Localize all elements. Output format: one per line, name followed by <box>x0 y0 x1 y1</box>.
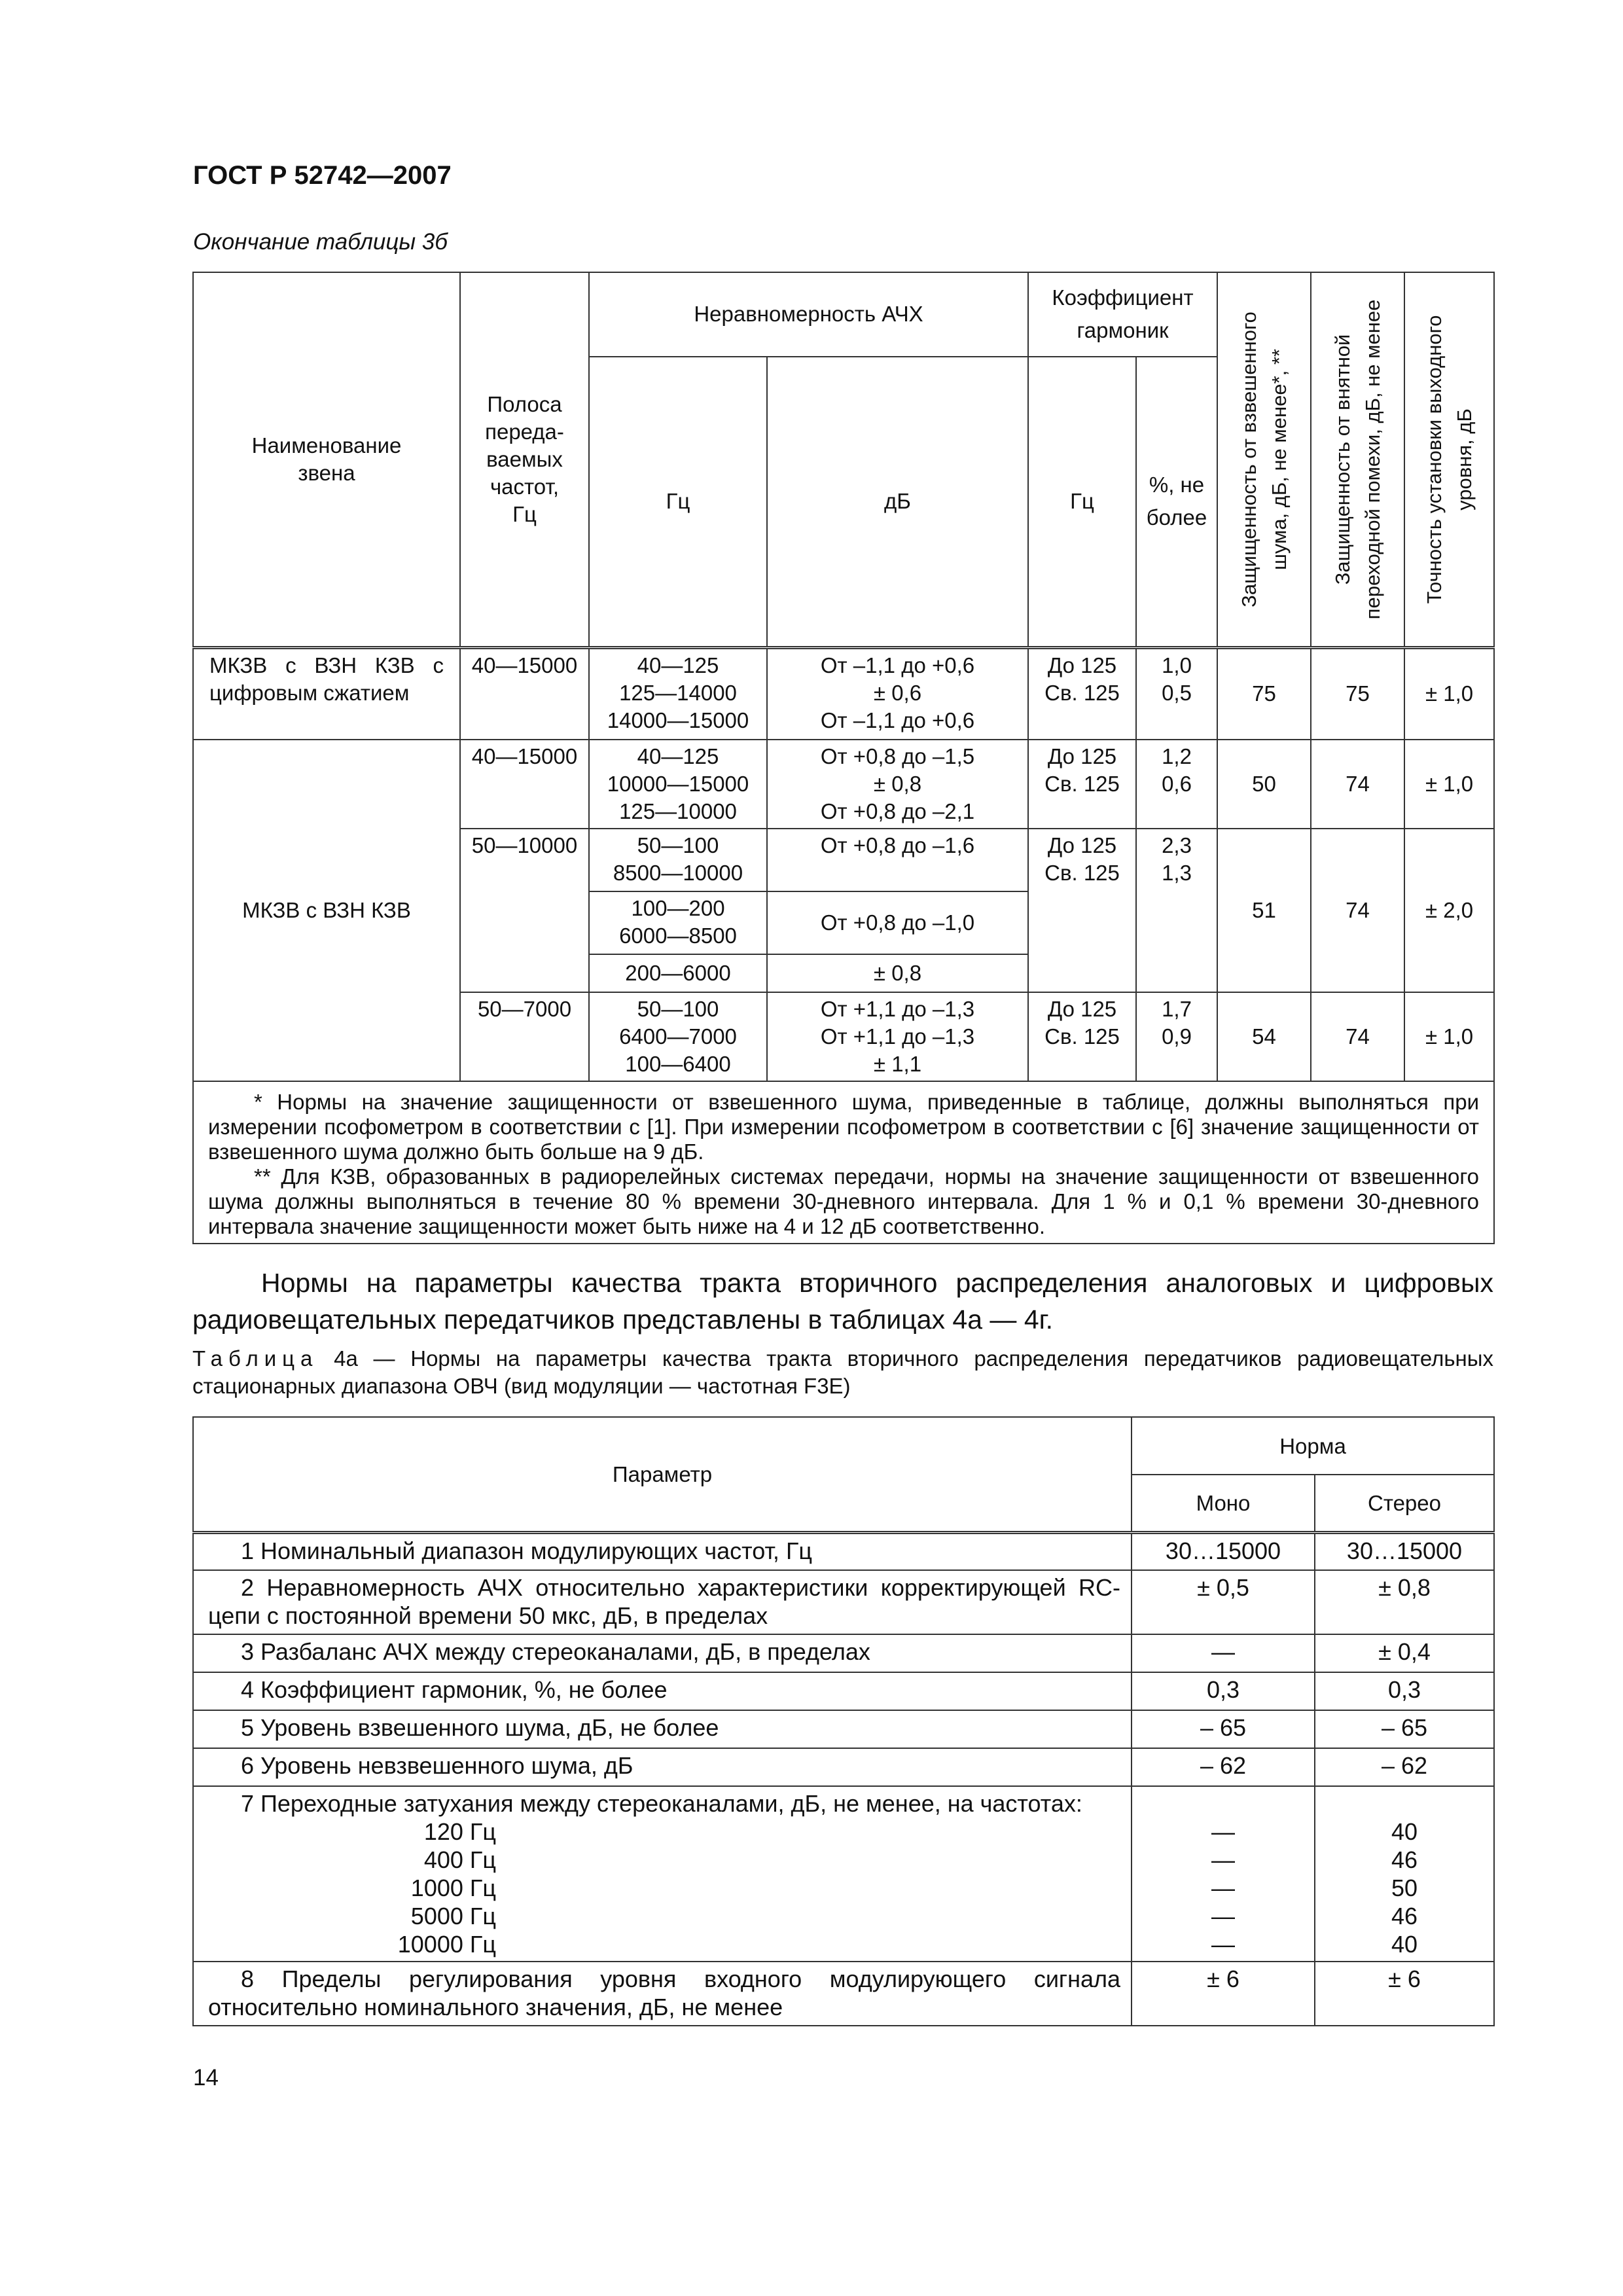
header-achx-hz: Гц <box>589 357 767 648</box>
header-crosstalk: Защищенность от внятной переходной помехи, дБ, не менее <box>1311 272 1404 648</box>
cell-hz: 200—6000 <box>589 954 767 992</box>
cell-noise: 50 <box>1217 740 1311 829</box>
cell-param: 8 Пределы регулирования уровня входного модулирующего сигнала относительно номинального значения, дБ, не менее <box>193 1962 1132 2026</box>
cell-stereo: – 62 <box>1315 1748 1494 1786</box>
cell-kg-pct: 1,0 0,5 <box>1136 648 1217 740</box>
cell-band: 50—7000 <box>460 992 589 1081</box>
table-4a-caption <box>192 1345 1493 1400</box>
footnote-1: * Нормы на значение защищенности от взвешенного шума, приведенные в таблице, должны выполняться при измерении псофометром в соответствии с [1]. При измерении псофометром в соответствии с [6] значение защищенности от взвешенного шума должно быть больше на 9 дБ. <box>208 1089 1480 1164</box>
cell-noise: 75 <box>1217 648 1311 740</box>
cell-accuracy: ± 2,0 <box>1404 829 1494 992</box>
cell-crosstalk: 74 <box>1311 740 1404 829</box>
cell-db: ± 0,8 <box>767 954 1028 992</box>
cell-stereo: – 65 <box>1315 1710 1494 1748</box>
table-row <box>193 1634 1494 1672</box>
header-achx: Неравномерность АЧХ <box>589 272 1028 357</box>
cell-db: От +0,8 до –1,5 ± 0,8 От +0,8 до –2,1 <box>767 740 1028 829</box>
table-row <box>193 740 1494 829</box>
cell-noise: 51 <box>1217 829 1311 992</box>
cell-param: 4 Коэффициент гармоник, %, не более <box>193 1672 1132 1710</box>
cell-accuracy: ± 1,0 <box>1404 992 1494 1081</box>
table-footnotes <box>193 1081 1494 1244</box>
header-accuracy: Точность установки выходного уровня, дБ <box>1404 272 1494 648</box>
cell-stereo: ± 0,4 <box>1315 1634 1494 1672</box>
cell-band: 50—10000 <box>460 829 589 992</box>
cell-kg-pct: 1,2 0,6 <box>1136 740 1217 829</box>
header-noise: Защищенность от взвешенного шума, дБ, не менее*, ** <box>1217 272 1311 648</box>
cell-param: 6 Уровень невзвешенного шума, дБ <box>193 1748 1132 1786</box>
cell-mono: — — — — — <box>1132 1786 1315 1962</box>
frequency-list: 120 Гц 400 Гц 1000 Гц 5000 Гц 10000 Гц <box>397 1818 496 1958</box>
cell-param: 3 Разбаланс АЧХ между стереоканалами, дБ, в пределах <box>193 1634 1132 1672</box>
cell-mono: 0,3 <box>1132 1672 1315 1710</box>
cell-stereo: 40 46 50 46 40 <box>1315 1786 1494 1962</box>
cell-crosstalk: 75 <box>1311 648 1404 740</box>
cell-crosstalk: 74 <box>1311 829 1404 992</box>
table-4a <box>192 1416 1495 2026</box>
header-stereo: Стерео <box>1315 1475 1494 1532</box>
table-row <box>193 648 1494 740</box>
header-kg-hz: Гц <box>1028 357 1136 648</box>
header-achx-db: дБ <box>767 357 1028 648</box>
cell-kg-hz: До 125 Св. 125 <box>1028 648 1136 740</box>
table-row <box>193 1748 1494 1786</box>
cell-band: 40—15000 <box>460 740 589 829</box>
cell-hz: 100—200 6000—8500 <box>589 891 767 954</box>
cell-name: МКЗВ с ВЗН КЗВ с цифровым сжатием <box>193 648 460 740</box>
header-name: Наименование звена <box>193 272 460 648</box>
cell-kg-hz: До 125 Св. 125 <box>1028 829 1136 992</box>
cell-db: От +0,8 до –1,0 <box>767 891 1028 954</box>
cell-mono: – 62 <box>1132 1748 1315 1786</box>
table-caption-continuation: Окончание таблицы 3б <box>193 229 448 255</box>
page-number: 14 <box>193 2065 219 2090</box>
footnote-2: ** Для КЗВ, образованных в радиорелейных системах передачи, нормы на значение защищенности от взвешенного шума должны выполняться в течение 80 % времени 30-дневного интервала. Для 1 % и 0,1 % времени 30-дневного интервала значение защищенности может быть ниже на 4 и 12 дБ соответственно. <box>208 1164 1480 1238</box>
table-title: 4а — Нормы на параметры качества тракта вторичного распределения передатчиков радиовещательных стационарных диапазона ОВЧ (вид модуляции — частотная F3E) <box>192 1346 1493 1398</box>
cell-crosstalk: 74 <box>1311 992 1404 1081</box>
header-mono: Моно <box>1132 1475 1315 1532</box>
cell-param: 7 Переходные затухания между стереоканалами, дБ, не менее, на частотах: 120 Гц 400 Гц 1000 Гц 5000 Гц 10000 Гц <box>193 1786 1132 1962</box>
cell-db: От +0,8 до –1,6 <box>767 829 1028 891</box>
cell-param: 1 Номинальный диапазон модулирующих частот, Гц <box>193 1532 1132 1570</box>
cell-noise: 54 <box>1217 992 1311 1081</box>
table-row <box>193 1710 1494 1748</box>
cell-mono: – 65 <box>1132 1710 1315 1748</box>
body-paragraph: Нормы на параметры качества тракта вторичного распределения аналоговых и цифровых радиовещательных передатчиков представлены в таблицах 4а — 4г. <box>192 1268 1493 1335</box>
table-row <box>193 1962 1494 2026</box>
cell-stereo: 0,3 <box>1315 1672 1494 1710</box>
cell-db: От –1,1 до +0,6 ± 0,6 От –1,1 до +0,6 <box>767 648 1028 740</box>
cell-group-name: МКЗВ с ВЗН КЗВ <box>193 740 460 1081</box>
cell-mono: — <box>1132 1634 1315 1672</box>
cell-param: 2 Неравномерность АЧХ относительно характеристики корректирующей RC-цепи с постоянной времени 50 мкс, дБ, в пределах <box>193 1570 1132 1634</box>
table-row <box>193 1532 1494 1570</box>
header-kg-pct: %, не более <box>1136 357 1217 648</box>
header-param: Параметр <box>193 1417 1132 1532</box>
cell-hz: 40—125 10000—15000 125—10000 <box>589 740 767 829</box>
header-kg: Коэффициент гармоник <box>1028 272 1217 357</box>
document-id: ГОСТ Р 52742—2007 <box>193 161 452 190</box>
header-band: Полоса переда-ваемых частот, Гц <box>460 272 589 648</box>
cell-kg-pct: 2,3 1,3 <box>1136 829 1217 992</box>
cell-hz: 50—100 8500—10000 <box>589 829 767 891</box>
cell-kg-pct: 1,7 0,9 <box>1136 992 1217 1081</box>
table-row <box>193 1570 1494 1634</box>
cell-hz: 40—125 125—14000 14000—15000 <box>589 648 767 740</box>
cell-stereo: 30…15000 <box>1315 1532 1494 1570</box>
cell-mono: ± 6 <box>1132 1962 1315 2026</box>
table-row <box>193 1672 1494 1710</box>
cell-mono: 30…15000 <box>1132 1532 1315 1570</box>
cell-accuracy: ± 1,0 <box>1404 648 1494 740</box>
cell-accuracy: ± 1,0 <box>1404 740 1494 829</box>
table-label: Таблица <box>192 1346 319 1371</box>
cell-band: 40—15000 <box>460 648 589 740</box>
table-row <box>193 1786 1494 1962</box>
table-3b <box>192 272 1495 1244</box>
cell-kg-hz: До 125 Св. 125 <box>1028 992 1136 1081</box>
cell-db: От +1,1 до –1,3 От +1,1 до –1,3 ± 1,1 <box>767 992 1028 1081</box>
cell-param: 5 Уровень взвешенного шума, дБ, не более <box>193 1710 1132 1748</box>
header-norm: Норма <box>1132 1417 1494 1475</box>
cell-mono: ± 0,5 <box>1132 1570 1315 1634</box>
cell-stereo: ± 6 <box>1315 1962 1494 2026</box>
cell-kg-hz: До 125 Св. 125 <box>1028 740 1136 829</box>
cell-hz: 50—100 6400—7000 100—6400 <box>589 992 767 1081</box>
cell-stereo: ± 0,8 <box>1315 1570 1494 1634</box>
